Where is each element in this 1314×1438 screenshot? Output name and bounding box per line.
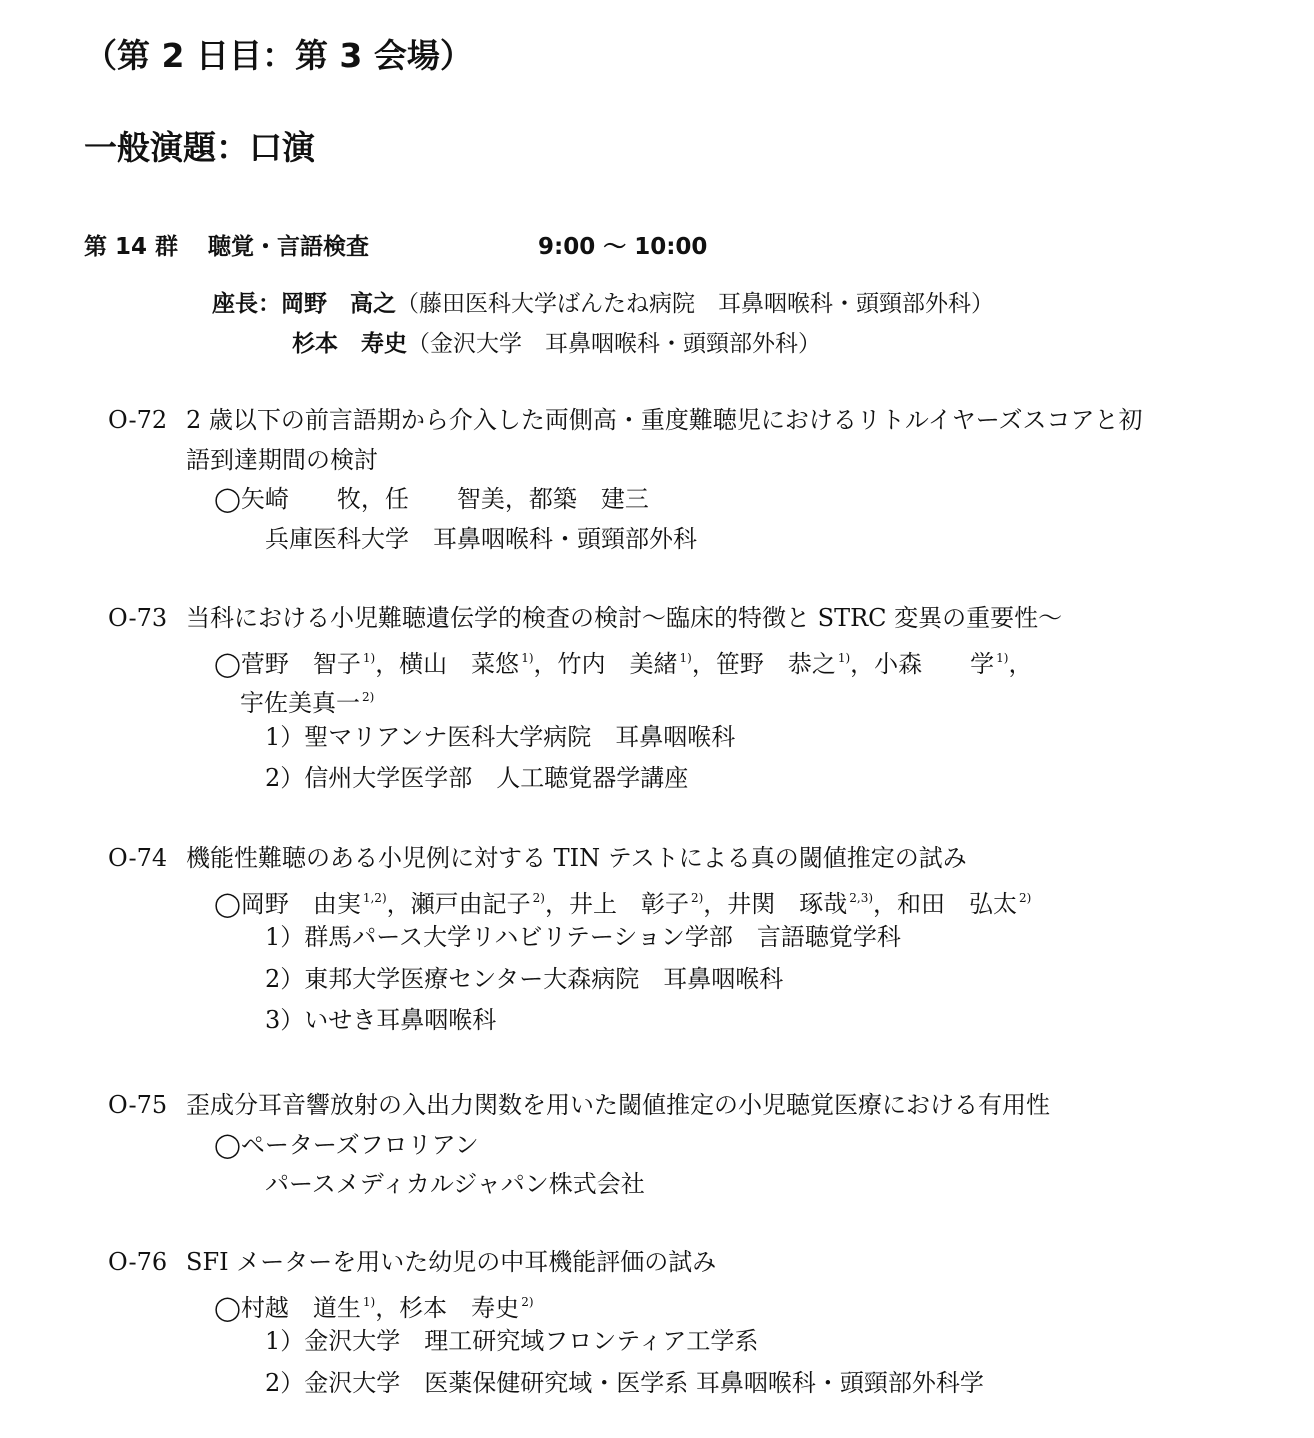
presentation-number: O-74 [108,844,168,872]
affiliation-marker: 1) [362,650,376,665]
presentation-title: 2 歳以下の前言語期から介入した両側高・重度難聴児におけるリトルイヤーズスコアと初 [186,406,1143,434]
author-text: ，和田 弘太 [873,889,1018,918]
affiliation-marker: 1,2) [362,890,387,905]
day-room-heading: （第 2 日目：第 3 会場） [84,36,473,75]
chair-line-1 [212,285,994,318]
affiliation-marker: 2,3) [849,890,874,905]
author-text: ，竹内 美緒 [533,649,678,678]
affiliation: 1）群馬パース大学リハビリテーション学部 言語聴覚学科 [265,923,901,951]
author-text: 宇佐美真一 [240,689,360,717]
affiliation-marker: 2) [362,690,375,704]
affiliation: 2）信州大学医学部 人工聴覚器学講座 [265,764,689,792]
chair-affiliation: （藤田医科大学ばんたね病院 耳鼻咽喉科・頭頸部外科） [396,291,994,317]
chair-affiliation: （金沢大学 耳鼻咽喉科・頭頸部外科） [407,331,821,357]
author-text: ◯ペーターズフロリアン [214,1130,479,1159]
affiliation: 1）聖マリアンナ医科大学病院 耳鼻咽喉科 [265,722,736,751]
presentation-number: O-75 [108,1091,168,1119]
affiliation-marker: 1) [996,650,1009,665]
session-topic: 聴覚・言語検査 [208,234,370,260]
author-text: ， [1008,649,1033,678]
affiliation: 1）金沢大学 理工研究域フロンティア工学系 [265,1327,759,1355]
affiliation: 2）東邦大学医療センター大森病院 耳鼻咽喉科 [265,964,784,993]
author-text: ，井上 彰子 [544,889,689,918]
presentation-number: O-73 [108,604,168,632]
affiliation-marker: 1) [521,650,534,665]
group-number: 第 14 群 [84,234,179,260]
affiliation: 2）金沢大学 医薬保健研究域・医学系 耳鼻咽喉科・頭頸部外科学 [265,1368,984,1397]
affiliation-marker: 1) [362,1294,376,1309]
author-text: ，瀬戸由記子 [386,889,531,918]
author-text: ，杉本 寿史 [375,1293,520,1322]
chair-label: 座長： [212,291,281,317]
author-text: ◯岡野 由実 [214,889,361,918]
chair-name: 杉本 寿史 [292,331,407,357]
author-text: ，横山 菜悠 [375,649,520,678]
author-text: ，笹野 恭之 [691,649,836,678]
affiliation-marker: 1) [679,650,692,665]
section-heading: 一般演題：口演 [84,128,315,167]
affiliation: パースメディカルジャパン株式会社 [265,1170,645,1198]
author-text: ，小森 学 [850,649,995,678]
author-text: ◯矢崎 牧，任 智美，都築 建三 [214,485,649,513]
presentation-number: O-72 [108,406,168,434]
affiliation: 兵庫医科大学 耳鼻咽喉科・頭頸部外科 [265,524,697,553]
author-line [214,1125,479,1165]
session-header [84,228,708,261]
author-text: ◯菅野 智子 [214,649,361,678]
affiliation-marker: 2) [1019,890,1032,905]
affiliation-marker: 2) [532,890,545,905]
presentation-title: 歪成分耳音響放射の入出力関数を用いた閾値推定の小児聴覚医療における有用性 [186,1091,1050,1119]
affiliation-marker: 1) [837,650,851,665]
presentation-title: 機能性難聴のある小児例に対する TIN テストによる真の閾値推定の試み [186,844,967,872]
presentation-title: 当科における小児難聴遺伝学的検査の検討～臨床的特徴と STRC 変異の重要性～ [186,604,1063,632]
presentation-title: 語到達期間の検討 [186,445,378,474]
author-text: ，井関 琢哉 [703,889,848,918]
author-text: ◯村越 道生 [214,1293,361,1322]
presentation-title: SFI メーターを用いた幼児の中耳機能評価の試み [186,1248,717,1276]
presentation-number: O-76 [108,1248,168,1276]
author-line [214,479,649,519]
affiliation: 3）いせき耳鼻咽喉科 [265,1006,497,1034]
chair-name: 岡野 高之 [281,291,396,317]
affiliation-marker: 2) [521,1294,534,1309]
session-time: 9:00 ～ 10:00 [538,234,708,260]
affiliation-marker: 2) [690,890,704,905]
chair-line-2 [292,325,821,358]
